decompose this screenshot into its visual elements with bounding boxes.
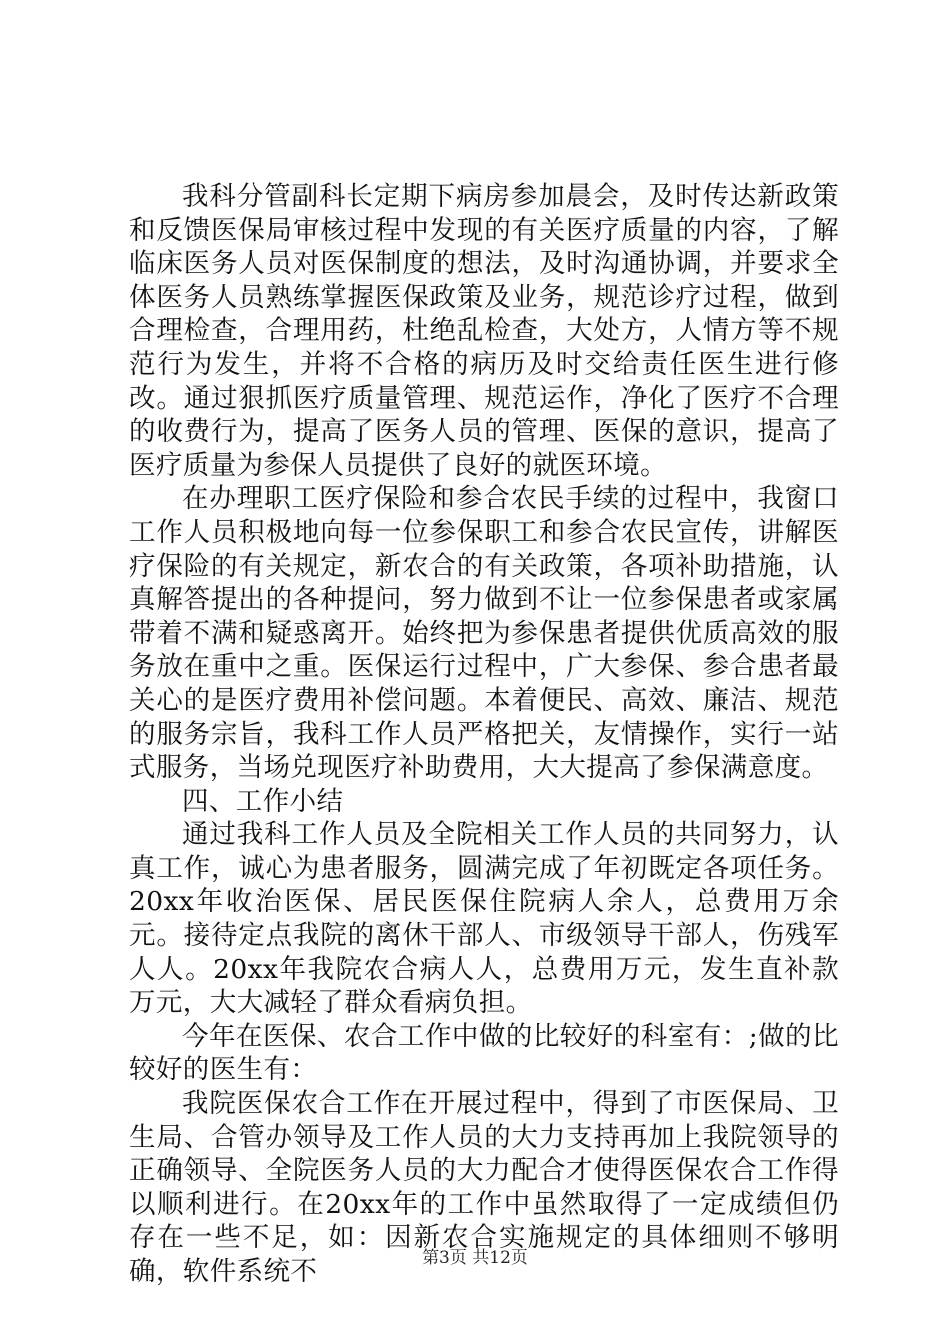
- section-heading-work-summary: 四、工作小结: [182, 785, 344, 817]
- paragraph-good-departments: 今年在医保、农合工作中做的比较好的科室有：;做的比较好的医生有：: [129, 1020, 839, 1086]
- paragraph-window-service: 在办理职工医疗保险和参合农民手续的过程中，我窗口工作人员积极地向每一位参保职工和参合农民宣传，讲解医疗保险的有关规定，新农合的有关政策，各项补助措施，认真解答提出的各种提问，努力做到不让一位参保患者或家属带着不满和疑惑离开。始终把为参保患者提供优质高效的服务放在重中之重。医保运行过程中，广大参保、参合患者最关心的是医疗费用补偿问题。本着便民、高效、廉洁、规范的服务宗旨，我科工作人员严格把关，友情操作，实行一站式服务，当场兑现医疗补助费用，大大提高了参保满意度。: [129, 483, 839, 784]
- paragraph-support-and-shortcomings: 我院医保农合工作在开展过程中，得到了市医保局、卫生局、合管办领导及工作人员的大力支持再加上我院领导的正确领导、全院医务人员的大力配合才使得医保农合工作得以顺利进行。在20xx年的工作中虽然取得了一定成绩但仍存在一些不足，如：因新农合实施规定的具体细则不够明确，软件系统不: [129, 1088, 839, 1287]
- paragraph-ward-rounds: 我科分管副科长定期下病房参加晨会，及时传达新政策和反馈医保局审核过程中发现的有关医疗质量的内容，了解临床医务人员对医保制度的想法，及时沟通协调，并要求全体医务人员熟练掌握医保政策及业务，规范诊疗过程，做到合理检查，合理用药，杜绝乱检查，大处方，人情方等不规范行为发生，并将不合格的病历及时交给责任医生进行修改。通过狠抓医疗质量管理、规范运作，净化了医疗不合理的收费行为，提高了医务人员的管理、医保的意识，提高了医疗质量为参保人员提供了良好的就医环境。: [129, 181, 839, 481]
- document-body: [129, 180, 839, 1289]
- page-footer: 第3页 共12页: [422, 1248, 528, 1268]
- paragraph-annual-results: 通过我科工作人员及全院相关工作人员的共同努力，认真工作，诚心为患者服务，圆满完成了年初既定各项任务。20xx年收治医保、居民医保住院病人余人，总费用万余元。接待定点我院的离休干部人、市级领导干部人，伤残军人人。20xx年我院农合病人人，总费用万元，发生直补款万元，大大减轻了群众看病负担。: [129, 819, 839, 1019]
